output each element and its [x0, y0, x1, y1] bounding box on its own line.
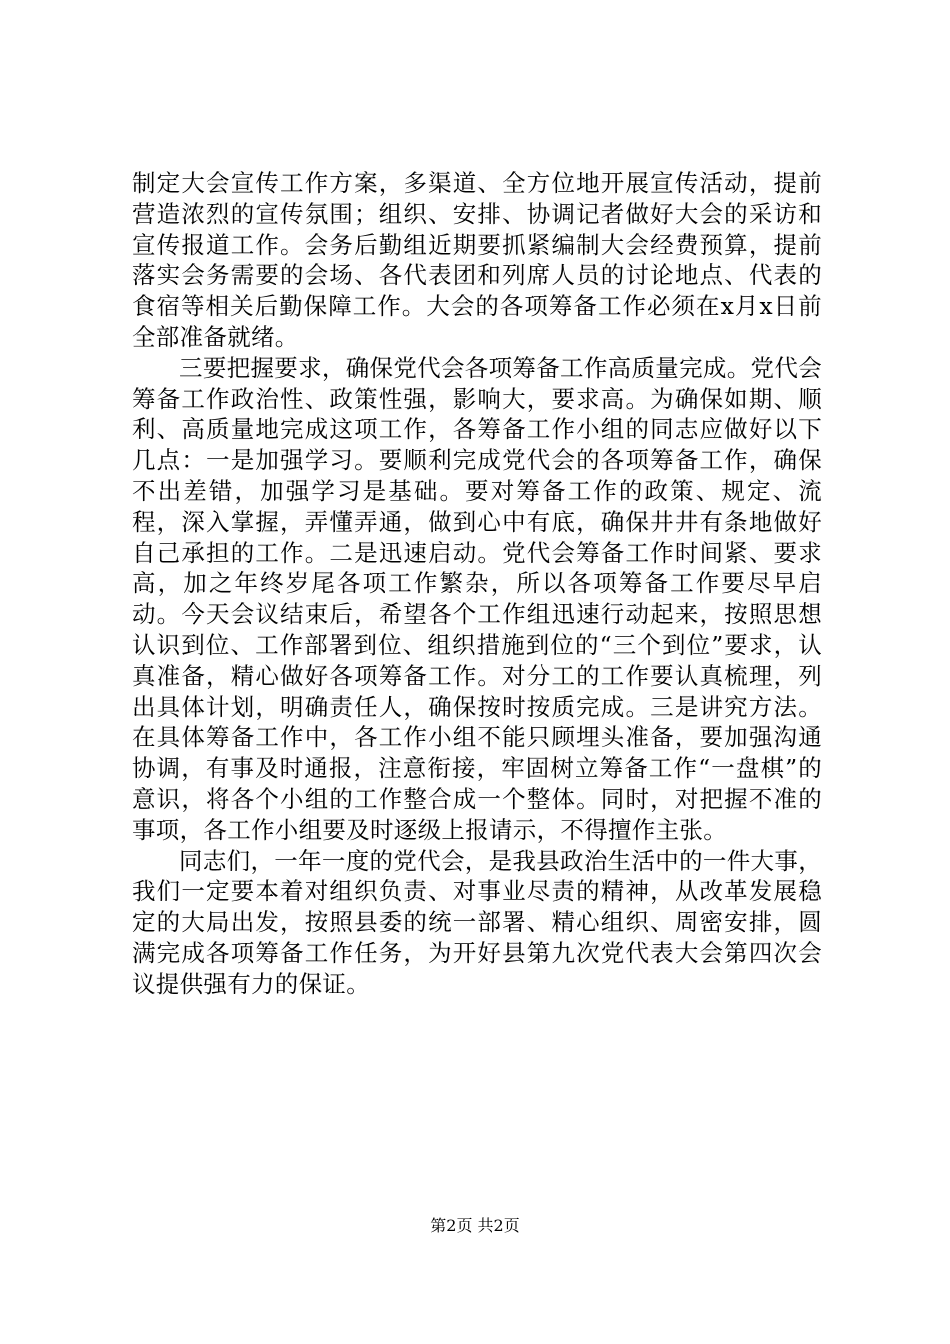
paragraph-closing: 同志们，一年一度的党代会，是我县政治生活中的一件大事，我们一定要本着对组织负责、对事业尽责的精神，从改革发展稳定的大局出发，按照县委的统一部署、精心组织、周密安排，圆满完成各项筹备工作任务，为开好县第九次党代表大会第四次会议提供强有力的保证。	[132, 846, 822, 998]
paragraph-continuation: 制定大会宣传工作方案，多渠道、全方位地开展宣传活动，提前营造浓烈的宣传氛围；组织、安排、协调记者做好大会的采访和宣传报道工作。会务后勤组近期要抓紧编制大会经费预算，提前落实会务需要的会场、各代表团和列席人员的讨论地点、代表的食宿等相关后勤保障工作。大会的各项筹备工作必须在x月x日前全部准备就绪。	[132, 169, 822, 351]
document-body	[132, 168, 822, 1000]
paragraph-requirements: 三要把握要求，确保党代会各项筹备工作高质量完成。党代会筹备工作政治性、政策性强，影响大，要求高。为确保如期、顺利、高质量地完成这项工作，各筹备工作小组的同志应做好以下几点：一是加强学习。要顺利完成党代会的各项筹备工作，确保不出差错，加强学习是基础。要对筹备工作的政策、规定、流程，深入掌握，弄懂弄通，做到心中有底，确保井井有条地做好自己承担的工作。二是迅速启动。党代会筹备工作时间紧、要求高，加之年终岁尾各项工作繁杂，所以各项筹备工作要尽早启动。今天会议结束后，希望各个工作组迅速行动起来，按照思想认识到位、工作部署到位、组织措施到位的“三个到位”要求，认真准备，精心做好各项筹备工作。对分工的工作要认真梳理，列出具体计划，明确责任人，确保按时按质完成。三是讲究方法。在具体筹备工作中，各工作小组不能只顾埋头准备，要加强沟通协调，有事及时通报，注意衔接，牢固树立筹备工作“一盘棋”的意识，将各个小组的工作整合成一个整体。同时，对把握不准的事项，各工作小组要及时逐级上报请示，不得擅作主张。	[132, 353, 822, 844]
page-footer: 第2页 共2页	[430, 1216, 520, 1235]
